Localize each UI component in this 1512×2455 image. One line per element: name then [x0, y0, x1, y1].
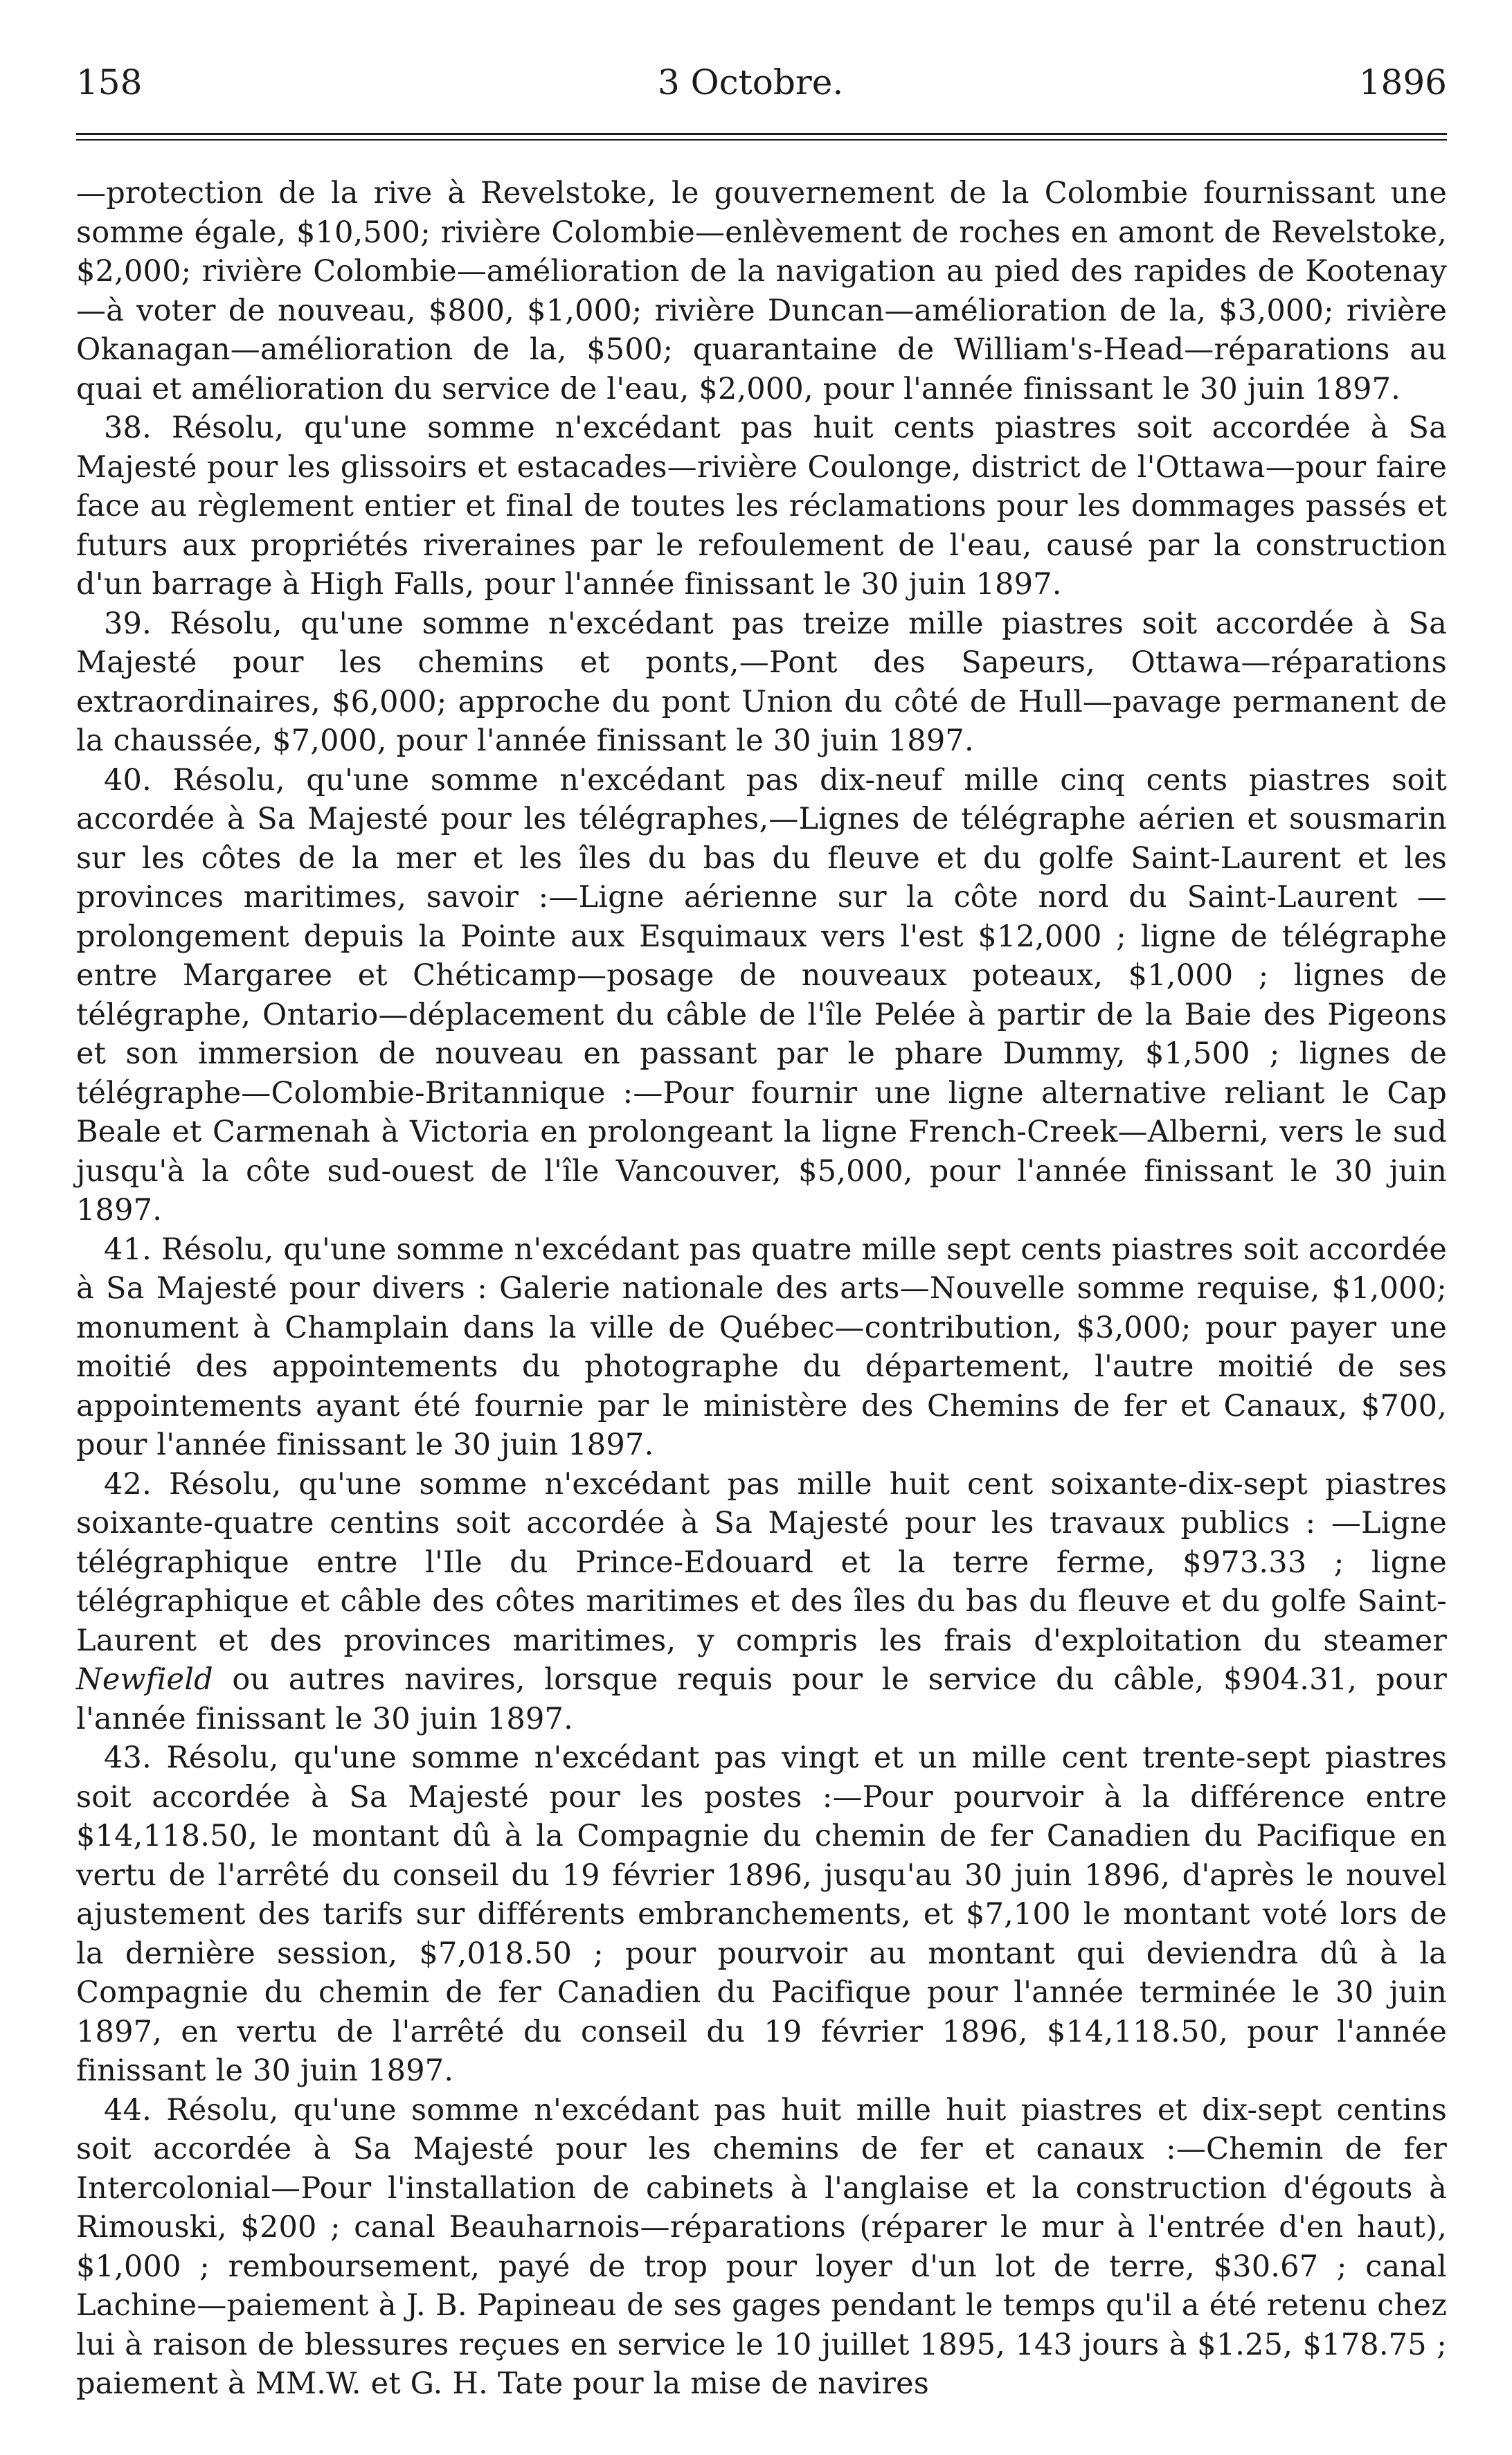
paragraph-number: 40.	[104, 762, 152, 798]
header-date: 3 Octobre.	[657, 62, 844, 102]
paragraph-text: Résolu, qu'une somme n'excédant pas huit cents piastres soit accordée à Sa Majesté pour les glissoirs et estacades—rivière Coulonge, district de l'Ottawa—pour faire face au règlement entier et final de toutes les réclamations pour les dommages passés et futurs aux propriétés riveraines par le refoulement de l'eau, causé par la construction d'un barrage à High Falls, pour l'année finissant le 30 juin 1897.	[76, 411, 1447, 602]
body-text	[76, 174, 1447, 2404]
header-rule	[76, 133, 1447, 135]
paragraph-number: 41.	[104, 1232, 152, 1267]
paragraph-38	[76, 408, 1447, 604]
document-page	[76, 62, 1447, 2404]
paragraph-number: 44.	[104, 2092, 152, 2128]
paragraph-number: 39.	[104, 606, 152, 641]
paragraph-text: Résolu, qu'une somme n'excédant pas mille huit cent soixante-dix-sept piastres soixante-quatre centins soit accordée à Sa Majesté pour les travaux publics : —Ligne télégraphique entre l'Ile du Prince-Edouard et la terre ferme, $973.33 ; ligne télégraphique et câble des côtes maritimes et des îles du bas du fleuve et du golfe Saint-Laurent et des provinces maritimes, y compris les frais d'exploitation du steamer	[76, 1466, 1448, 1658]
header-year: 1896	[1358, 62, 1447, 102]
paragraph-41	[76, 1230, 1447, 1465]
paragraph-text: Résolu, qu'une somme n'excédant pas treize mille piastres soit accordée à Sa Majesté pour les chemins et ponts,—Pont des Sapeurs, Ottawa—réparations extraordinaires, $6,000; approche du pont Union du côté de Hull—pavage permanent de la chaussée, $7,000, pour l'année finissant le 30 juin 1897.	[76, 606, 1447, 758]
paragraph-number: 43.	[104, 1741, 152, 1775]
paragraph-text: Résolu, qu'une somme n'excédant pas vingt et un mille cent trente-sept piastres soit accordée à Sa Majesté pour les postes :—Pour pourvoir à la différence entre $14,118.50, le montant dû à la Compagnie du chemin de fer Canadien du Pacifique en vertu de l'arrêté du conseil du 19 février 1896, jusqu'au 30 juin 1896, d'après le nouvel ajustement des tarifs sur différents embranchements, et $7,100 le montant voté lors de la dernière session, $7,018.50 ; pour pourvoir au montant qui deviendra dû à la Compagnie du chemin de fer Canadien du Pacifique pour l'année terminée le 30 juin 1897, en vertu de l'arrêté du conseil du 19 février 1896, $14,118.50, pour l'année finissant le 30 juin 1897.	[76, 1741, 1447, 2088]
ship-name: Newfield	[76, 1662, 213, 1697]
header-rule-thin	[76, 139, 1447, 141]
paragraph-text: —protection de la rive à Revelstoke, le gouvernement de la Colombie fournissant une somme égale, $10,500; rivière Colombie—enlèvement de roches en amont de Revelstoke, $2,000; rivière Colombie—amélioration de la navigation au pied des rapides de Kootenay—à voter de nouveau, $800, $1,000; rivière Duncan—amélioration de la, $3,000; rivière Okanagan—amélioration de la, $500; quarantaine de William's-Head—réparations au quai et amélioration du service de l'eau, $2,000, pour l'année finissant le 30 juin 1897.	[76, 176, 1447, 406]
paragraph-43	[76, 1738, 1447, 2091]
paragraph-42	[76, 1465, 1447, 1739]
paragraph-number: 38.	[104, 411, 152, 445]
paragraph-text: Résolu, qu'une somme n'excédant pas quatre mille sept cents piastres soit accordée à Sa Majesté pour divers : Galerie nationale des arts—Nouvelle somme requise, $1,000; monument à Champlain dans la ville de Québec—contribution, $3,000; pour payer une moitié des appointements du photographe du département, l'autre moitié de ses appointements ayant été fournie par le ministère des Chemins de fer et Canaux, $700, pour l'année finissant le 30 juin 1897.	[76, 1232, 1447, 1462]
paragraph-continuation	[76, 174, 1447, 408]
paragraph-44	[76, 2091, 1447, 2404]
paragraph-text: ou autres navires, lorsque requis pour le service du câble, $904.31, pour l'année finissant le 30 juin 1897.	[76, 1662, 1447, 1736]
paragraph-text: Résolu, qu'une somme n'excédant pas huit mille huit piastres et dix-sept centins soit accordée à Sa Majesté pour les chemins de fer et canaux :—Chemin de fer Intercolonial—Pour l'installation de cabinets à l'anglaise et la construction d'égouts à Rimouski, $200 ; canal Beauharnois—réparations (réparer le mur à l'entrée d'en haut), $1,000 ; remboursement, payé de trop pour loyer d'un lot de terre, $30.67 ; canal Lachine—paiement à J. B. Papineau de ses gages pendant le temps qu'il a été retenu chez lui à raison de blessures reçues en service le 10 juillet 1895, 143 jours à $1.25, $178.75 ; paiement à MM.W. et G. H. Tate pour la mise de navires	[76, 2092, 1447, 2401]
paragraph-number: 42.	[104, 1466, 152, 1502]
paragraph-40	[76, 761, 1447, 1230]
paragraph-text: Résolu, qu'une somme n'excédant pas dix-neuf mille cinq cents piastres soit accordée à Sa Majesté pour les télégraphes,—Lignes de télégraphe aérien et sousmarin sur les côtes de la mer et les îles du bas du fleuve et du golfe Saint-Laurent et les provinces maritimes, savoir :—Ligne aérienne sur la côte nord du Saint-Laurent —prolongement depuis la Pointe aux Esquimaux vers l'est $12,000 ; ligne de télégraphe entre Margaree et Chéticamp—posage de nouveaux poteaux, $1,000 ; lignes de télégraphe, Ontario—déplacement du câble de l'île Pelée à partir de la Baie des Pigeons et son immersion de nouveau en passant par le phare Dummy, $1,500 ; lignes de télégraphe—Colombie-Britannique :—Pour fournir une ligne alternative reliant le Cap Beale et Carmenah à Victoria en prolongeant la ligne French-Creek—Alberni, vers le sud jusqu'à la côte sud-ouest de l'île Vancouver, $5,000, pour l'année finissant le 30 juin 1897.	[76, 762, 1447, 1228]
running-header	[76, 62, 1447, 114]
page-number: 158	[76, 62, 143, 102]
paragraph-39	[76, 604, 1447, 761]
